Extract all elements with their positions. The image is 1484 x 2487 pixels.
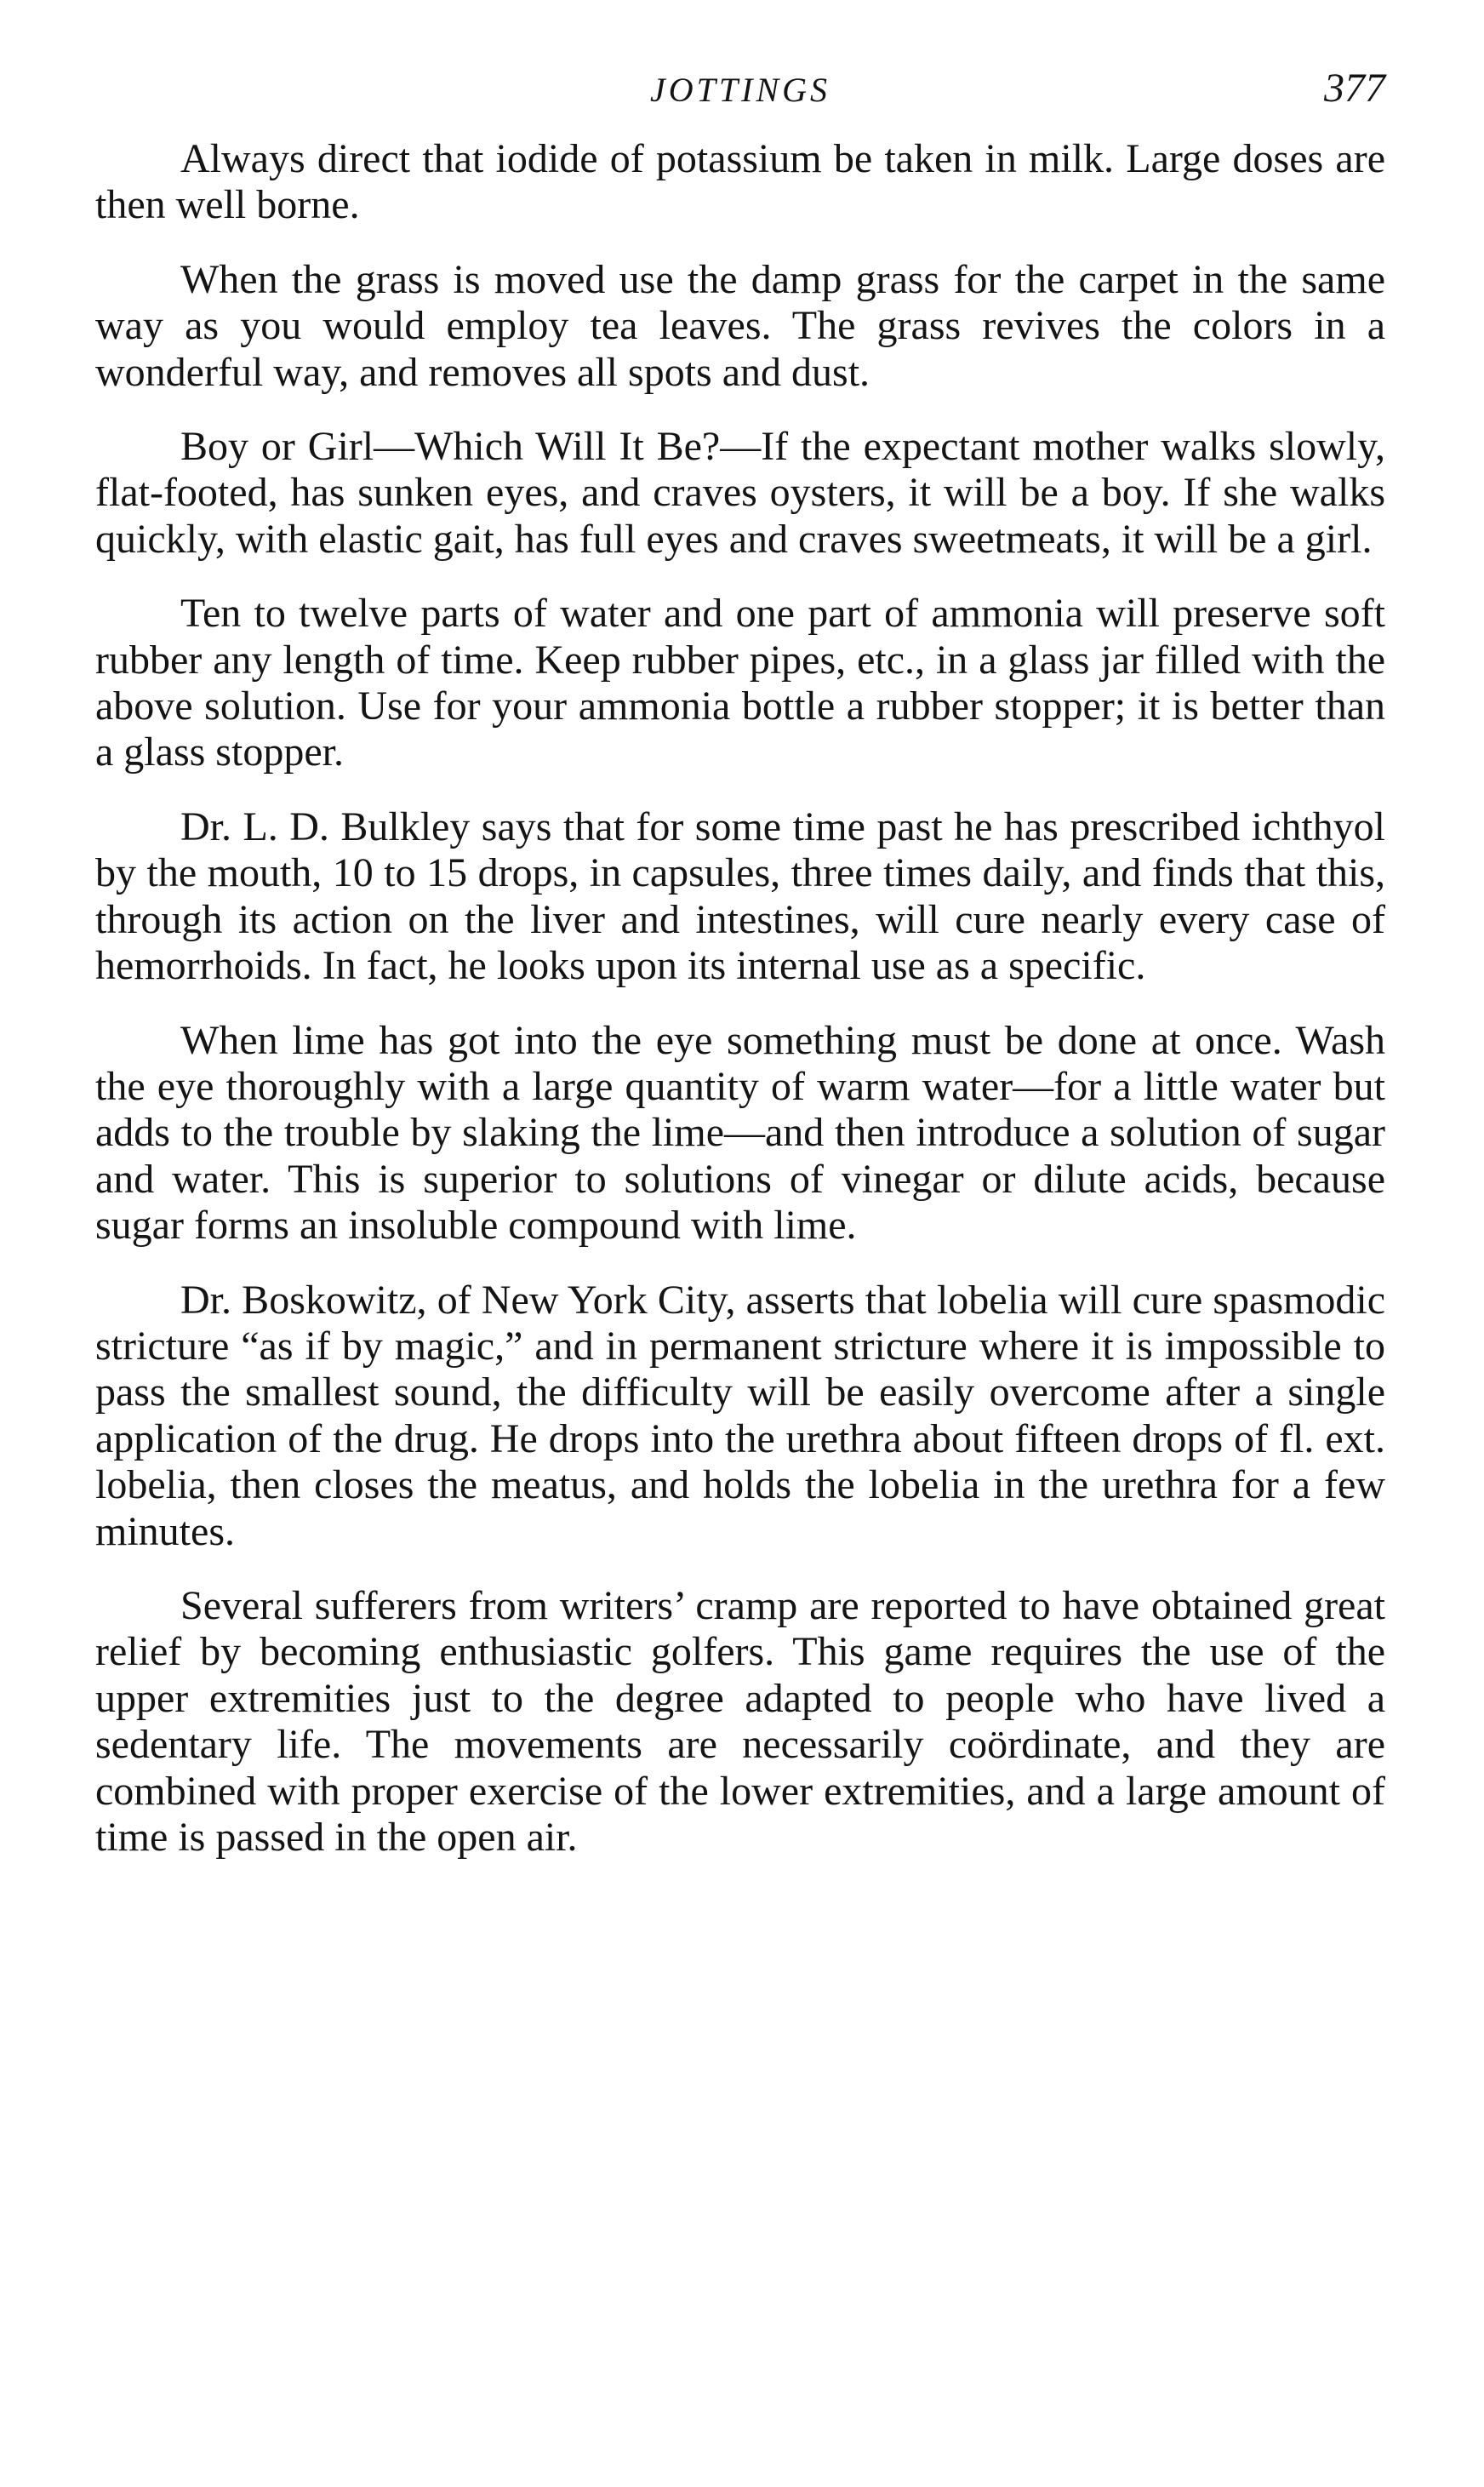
paragraph-writers-cramp: Several sufferers from writers’ cramp are reported to have obtained great relief by becoming enthusiastic golfers. This game requires the use of the upper extremities just to the degree adapted to people who have lived a sedentary life. The movements are necessarily coördinate, and they are combined with proper exercise of the lower extremities, and a large amount of time is passed in the open air. (95, 1582, 1385, 1860)
paragraph-lobelia: Dr. Boskowitz, of New York City, asserts that lobelia will cure spasmodic stricture “as if by magic,” and in permanent stricture where it is impossible to pass the smallest sound, the difficulty will be easily overcome after a single application of the drug. He drops into the urethra about fifteen drops of fl. ext. lobelia, then closes the meatus, and holds the lobelia in the urethra for a few minutes. (95, 1277, 1385, 1554)
page-number: 377 (1324, 66, 1385, 111)
book-page (95, 60, 1385, 1889)
body-text (95, 136, 1385, 1861)
paragraph-lime-eye: When lime has got into the eye something must be done at once. Wash the eye thoroughly with a large quantity of warm water—for a little water but adds to the trouble by slaking the lime—and then introduce a solution of sugar and water. This is superior to solutions of vinegar or dilute acids, because sugar forms an insoluble compound with lime. (95, 1017, 1385, 1249)
paragraph-iodide: Always direct that iodide of potassium be taken in milk. Large doses are then well borne. (95, 136, 1385, 228)
paragraph-boy-or-girl: Boy or Girl—Which Will It Be?—If the expectant mother walks slowly, flat-footed, has sunken eyes, and craves oysters, it will be a boy. If she walks quickly, with elastic gait, has full eyes and craves sweetmeats, it will be a girl. (95, 424, 1385, 562)
paragraph-ammonia-rubber: Ten to twelve parts of water and one part of ammonia will preserve soft rubber any length of time. Keep rubber pipes, etc., in a glass jar filled with the above solution. Use for your ammonia bottle a rubber stopper; it is better than a glass stopper. (95, 591, 1385, 775)
paragraph-ichthyol: Dr. L. D. Bulkley says that for some time past he has prescribed ichthyol by the mouth, 10 to 15 drops, in capsules, three times daily, and finds that this, through its action on the liver and intestines, will cure nearly every case of hemorrhoids. In fact, he looks upon its internal use as a specific. (95, 803, 1385, 989)
paragraph-grass-carpet: When the grass is moved use the damp grass for the carpet in the same way as you would employ tea leaves. The grass revives the colors in a wonderful way, and removes all spots and dust. (95, 256, 1385, 395)
running-title: JOTTINGS (649, 71, 831, 109)
running-head (95, 60, 1385, 136)
